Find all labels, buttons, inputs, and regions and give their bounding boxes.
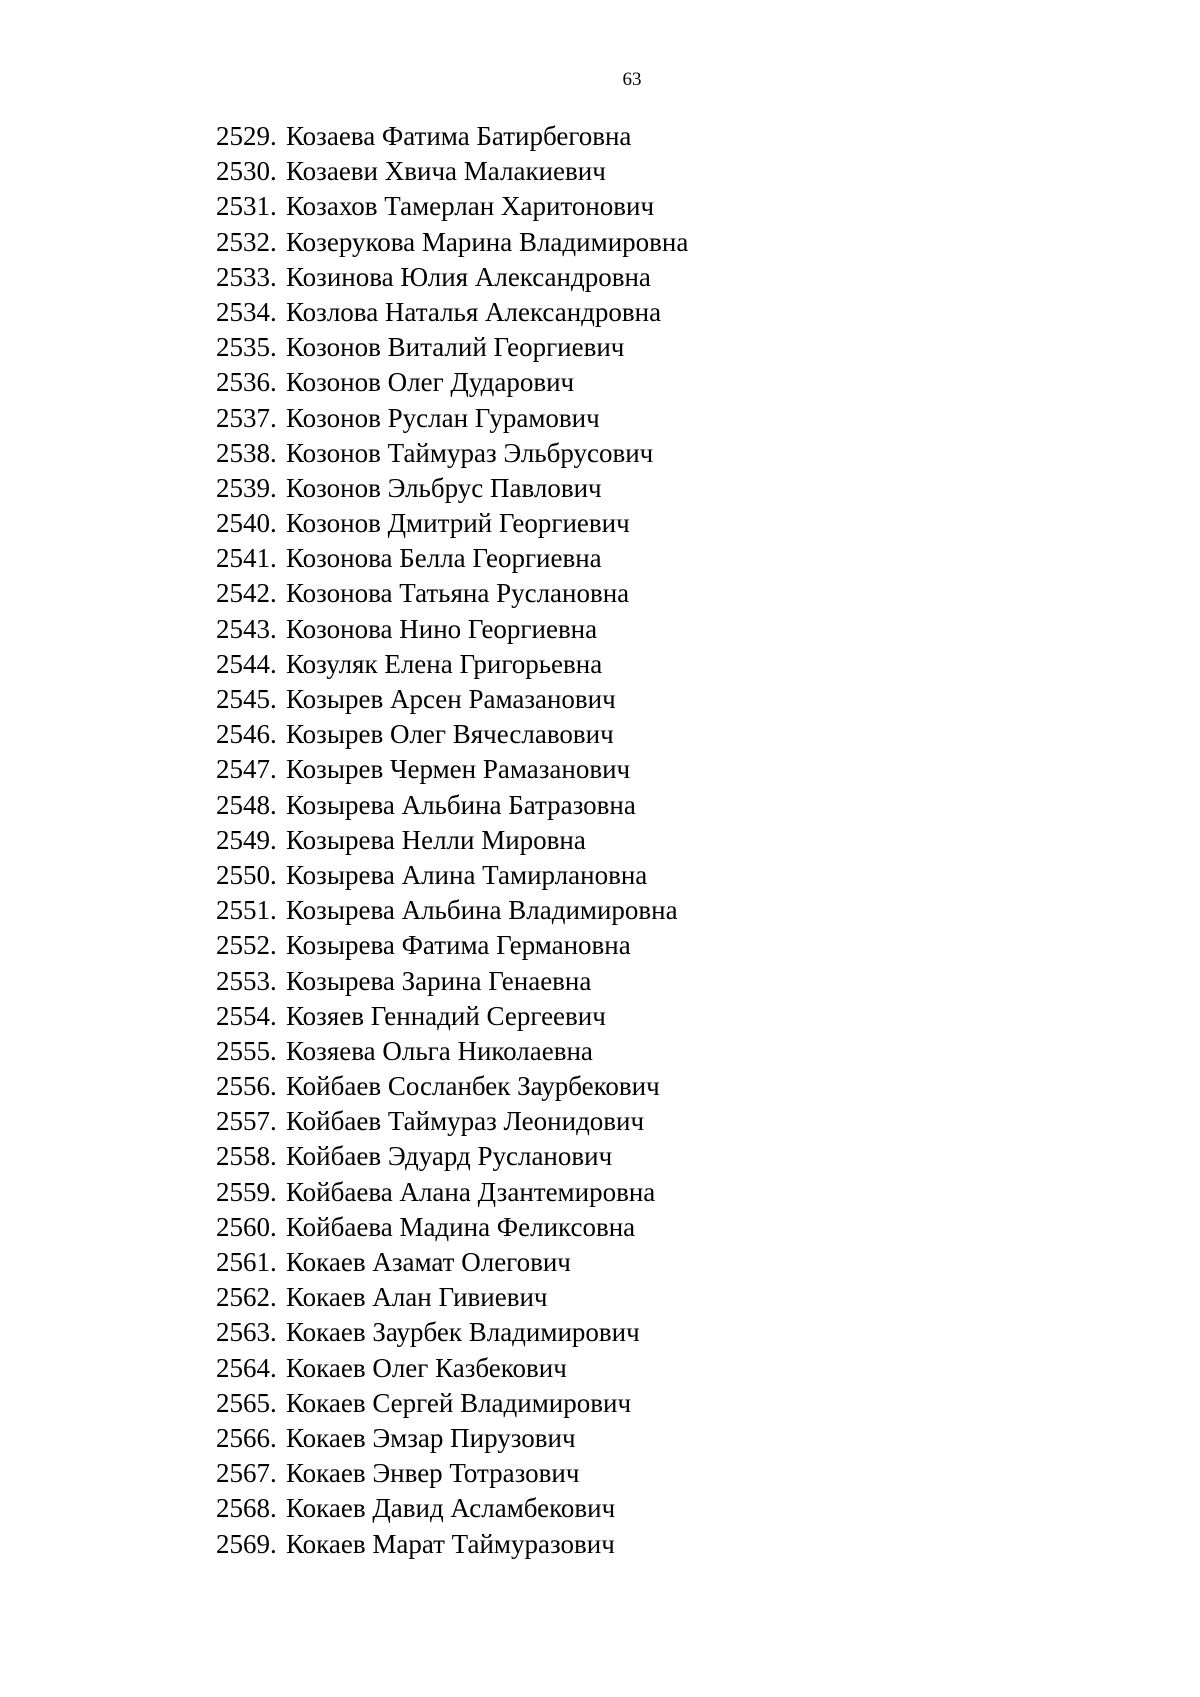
- entry-number: 2533.: [216, 261, 277, 292]
- entry-name: Кокаев Эмзар Пирузович: [286, 1422, 576, 1453]
- entry-number: 2536.: [216, 367, 277, 398]
- list-item: [216, 225, 688, 260]
- list-item: [216, 365, 688, 400]
- entry-number: 2548.: [216, 789, 277, 820]
- entry-name: Козонов Руслан Гурамович: [286, 402, 600, 433]
- entry-name: Козинова Юлия Александровна: [286, 261, 651, 292]
- entry-name: Козлова Наталья Александровна: [286, 296, 662, 327]
- entry-number: 2565.: [216, 1387, 277, 1418]
- entry-number: 2555.: [216, 1035, 277, 1066]
- entry-number: 2558.: [216, 1141, 277, 1172]
- entry-name: Козырева Зарина Генаевна: [286, 965, 592, 996]
- list-item: [216, 1034, 688, 1069]
- entry-number: 2566.: [216, 1422, 277, 1453]
- list-item: [216, 471, 688, 506]
- entry-number: 2554.: [216, 1000, 277, 1031]
- list-item: [216, 928, 688, 963]
- list-item: [216, 1139, 688, 1174]
- list-item: [216, 1491, 688, 1526]
- entry-name: Койбаев Таймураз Леонидович: [286, 1106, 645, 1137]
- entry-number: 2547.: [216, 754, 277, 785]
- list-item: [216, 1104, 688, 1139]
- entry-name: Козонова Белла Георгиевна: [286, 543, 602, 574]
- entry-name: Кокаев Азамат Олегович: [286, 1247, 571, 1277]
- entry-name: Козырев Олег Вячеславович: [286, 719, 614, 750]
- list-item: [216, 295, 688, 330]
- entry-name: Кокаев Давид Асламбекович: [286, 1493, 616, 1524]
- entry-name: Козаеви Хвича Малакиевич: [286, 156, 606, 187]
- list-item: [216, 823, 688, 858]
- entry-name: Кокаев Олег Казбекович: [286, 1352, 567, 1383]
- entry-name: Козонов Таймураз Эльбрусович: [286, 437, 654, 468]
- list-item: [216, 576, 688, 611]
- list-item: [216, 436, 688, 471]
- entry-name: Козырева Фатима Германовна: [286, 930, 631, 961]
- page-number: 63: [622, 69, 642, 90]
- entry-number: 2538.: [216, 437, 277, 468]
- entry-number: 2544.: [216, 648, 277, 679]
- entry-number: 2542.: [216, 578, 277, 609]
- name-list: [216, 119, 688, 1562]
- entry-number: 2529.: [216, 121, 277, 151]
- entry-number: 2557.: [216, 1106, 277, 1137]
- entry-name: Кокаев Энвер Тотразович: [286, 1458, 580, 1489]
- entry-name: Козяева Ольга Николаевна: [286, 1035, 593, 1066]
- entry-name: Койбаев Эдуард Русланович: [286, 1141, 613, 1172]
- list-item: [216, 752, 688, 787]
- entry-number: 2564.: [216, 1352, 277, 1383]
- entry-number: 2568.: [216, 1493, 277, 1524]
- list-item: [216, 1386, 688, 1421]
- entry-name: Койбаева Мадина Феликсовна: [286, 1211, 636, 1242]
- entry-number: 2553.: [216, 965, 277, 996]
- entry-number: 2535.: [216, 332, 277, 363]
- entry-number: 2551.: [216, 895, 277, 926]
- entry-number: 2546.: [216, 719, 277, 750]
- list-item: [216, 964, 688, 999]
- list-item: [216, 788, 688, 823]
- entry-name: Козырева Альбина Батразовна: [286, 789, 636, 820]
- entry-number: 2559.: [216, 1176, 277, 1207]
- entry-number: 2530.: [216, 156, 277, 187]
- entry-name: Козырева Нелли Мировна: [286, 824, 586, 855]
- list-item: [216, 1069, 688, 1104]
- entry-name: Козуляк Елена Григорьевна: [286, 648, 603, 679]
- entry-number: 2539.: [216, 472, 277, 503]
- entry-number: 2531.: [216, 191, 277, 222]
- list-item: [216, 1280, 688, 1315]
- list-item: [216, 1527, 688, 1562]
- entry-number: 2562.: [216, 1282, 277, 1313]
- entry-name: Козонова Татьяна Руслановна: [286, 578, 630, 609]
- entry-number: 2540.: [216, 508, 277, 539]
- entry-number: 2550.: [216, 859, 277, 890]
- list-item: [216, 647, 688, 682]
- list-item: [216, 682, 688, 717]
- entry-number: 2569.: [216, 1528, 277, 1559]
- list-item: [216, 330, 688, 365]
- entry-name: Козырева Алина Тамирлановна: [286, 859, 648, 890]
- entry-name: Козонов Виталий Георгиевич: [286, 332, 625, 363]
- entry-number: 2532.: [216, 226, 277, 257]
- entry-number: 2561.: [216, 1247, 277, 1277]
- entry-name: Козонов Эльбрус Павлович: [286, 472, 602, 503]
- entry-number: 2552.: [216, 930, 277, 961]
- entry-name: Козяев Геннадий Сергеевич: [286, 1000, 606, 1031]
- list-item: [216, 1456, 688, 1491]
- entry-name: Козерукова Марина Владимировна: [286, 226, 689, 257]
- list-item: [216, 189, 688, 224]
- entry-name: Козаева Фатима Батирбеговна: [286, 121, 632, 151]
- entry-name: Кокаев Марат Таймуразович: [286, 1528, 615, 1559]
- entry-number: 2534.: [216, 296, 277, 327]
- entry-name: Козахов Тамерлан Харитонович: [286, 191, 655, 222]
- list-item: [216, 1351, 688, 1386]
- list-item: [216, 1421, 688, 1456]
- entry-name: Козонов Дмитрий Георгиевич: [286, 508, 630, 539]
- entry-name: Козырев Чермен Рамазанович: [286, 754, 631, 785]
- entry-name: Койбаев Сосланбек Заурбекович: [286, 1071, 660, 1102]
- entry-name: Козонова Нино Георгиевна: [286, 613, 598, 644]
- entry-name: Козырева Альбина Владимировна: [286, 895, 678, 926]
- entry-name: Кокаев Сергей Владимирович: [286, 1387, 632, 1418]
- list-item: [216, 858, 688, 893]
- list-item: [216, 154, 688, 189]
- entry-name: Кокаев Алан Гивиевич: [286, 1282, 548, 1313]
- list-item: [216, 260, 688, 295]
- list-item: [216, 541, 688, 576]
- entry-name: Кокаев Заурбек Владимирович: [286, 1317, 640, 1348]
- entry-number: 2563.: [216, 1317, 277, 1348]
- list-item: [216, 1210, 688, 1245]
- list-item: [216, 893, 688, 928]
- list-item: [216, 1245, 688, 1280]
- entry-number: 2567.: [216, 1458, 277, 1489]
- list-item: [216, 1175, 688, 1210]
- entry-number: 2541.: [216, 543, 277, 574]
- list-item: [216, 999, 688, 1034]
- entry-number: 2545.: [216, 684, 277, 714]
- list-item: [216, 717, 688, 752]
- entry-number: 2549.: [216, 824, 277, 855]
- entry-number: 2556.: [216, 1071, 277, 1102]
- list-item: [216, 119, 688, 154]
- entry-number: 2543.: [216, 613, 277, 644]
- entry-number: 2560.: [216, 1211, 277, 1242]
- list-item: [216, 612, 688, 647]
- entry-name: Козонов Олег Дударович: [286, 367, 575, 398]
- entry-name: Койбаева Алана Дзантемировна: [286, 1176, 656, 1207]
- list-item: [216, 401, 688, 436]
- entry-name: Козырев Арсен Рамазанович: [286, 684, 616, 714]
- list-item: [216, 506, 688, 541]
- list-item: [216, 1315, 688, 1350]
- entry-number: 2537.: [216, 402, 277, 433]
